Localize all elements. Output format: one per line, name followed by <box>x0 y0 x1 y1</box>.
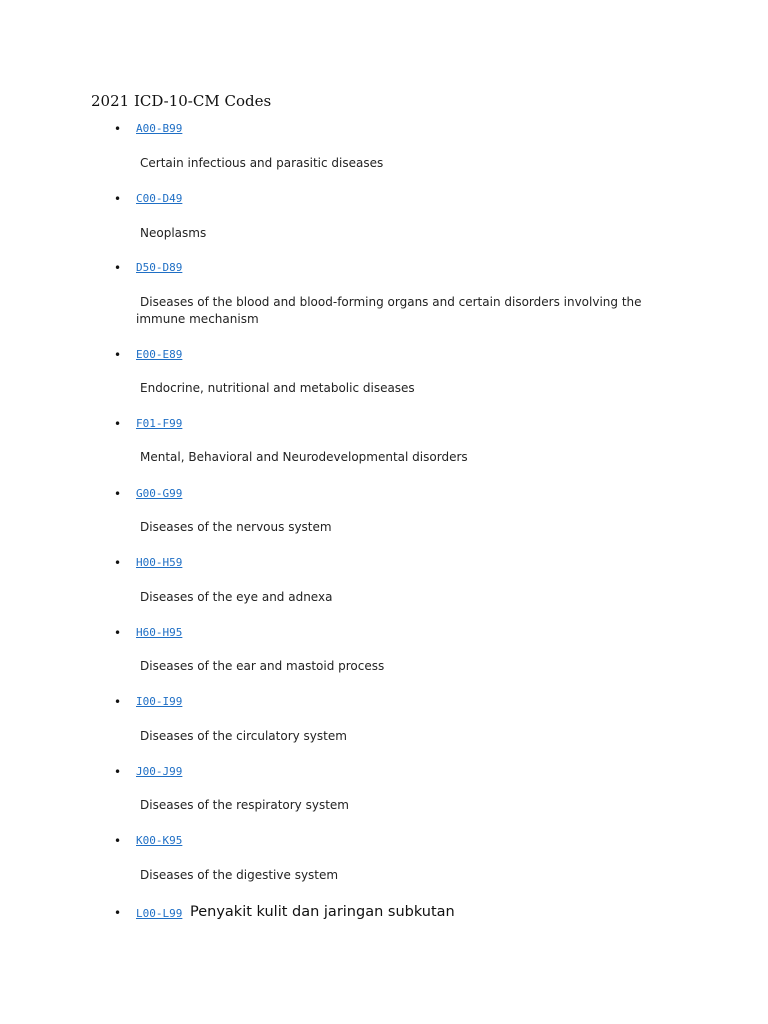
code-link-h00-h59[interactable]: H00-H59 <box>136 556 183 569</box>
code-description: Diseases of the digestive system <box>140 868 339 882</box>
code-link-g00-g99[interactable]: G00-G99 <box>136 487 183 500</box>
bullet: • <box>114 834 122 848</box>
code-description: Diseases of the ear and mastoid process <box>140 659 385 673</box>
bullet: • <box>114 765 122 779</box>
code-link-f01-f99[interactable]: F01-F99 <box>136 417 183 430</box>
code-description: Diseases of the respiratory system <box>140 798 349 812</box>
code-description: Penyakit kulit dan jaringan subkutan <box>190 904 455 920</box>
bullet: • <box>114 626 122 640</box>
code-description: Diseases of the nervous system <box>140 520 332 534</box>
code-description: Neoplasms <box>140 226 207 240</box>
code-description: Diseases of the circulatory system <box>140 729 347 743</box>
bullet: • <box>114 906 122 920</box>
code-description: Endocrine, nutritional and metabolic diseases <box>140 381 415 395</box>
bullet: • <box>114 695 122 709</box>
code-description-line-1: Diseases of the blood and blood-forming organs and certain disorders involving the <box>140 295 642 309</box>
code-description: Certain infectious and parasitic diseases <box>140 156 384 170</box>
code-link-l00-l99[interactable]: L00-L99 <box>136 907 183 920</box>
code-link-i00-i99[interactable]: I00-I99 <box>136 695 183 708</box>
bullet: • <box>114 261 122 275</box>
code-description-line-2: immune mechanism <box>136 312 259 326</box>
code-link-j00-j99[interactable]: J00-J99 <box>136 765 183 778</box>
bullet: • <box>114 487 122 501</box>
code-description: Diseases of the eye and adnexa <box>140 590 333 604</box>
code-link-d50-d89[interactable]: D50-D89 <box>136 261 183 274</box>
bullet: • <box>114 417 122 431</box>
bullet: • <box>114 348 122 362</box>
code-link-a00-b99[interactable]: A00-B99 <box>136 122 183 135</box>
bullet: • <box>114 192 122 206</box>
code-link-k00-k95[interactable]: K00-K95 <box>136 834 183 847</box>
code-description: Mental, Behavioral and Neurodevelopmental disorders <box>140 450 468 464</box>
bullet: • <box>114 556 122 570</box>
code-link-h60-h95[interactable]: H60-H95 <box>136 626 183 639</box>
code-link-e00-e89[interactable]: E00-E89 <box>136 348 183 361</box>
code-link-c00-d49[interactable]: C00-D49 <box>136 192 183 205</box>
page-title: 2021 ICD-10-CM Codes <box>91 92 272 110</box>
bullet: • <box>114 122 122 136</box>
